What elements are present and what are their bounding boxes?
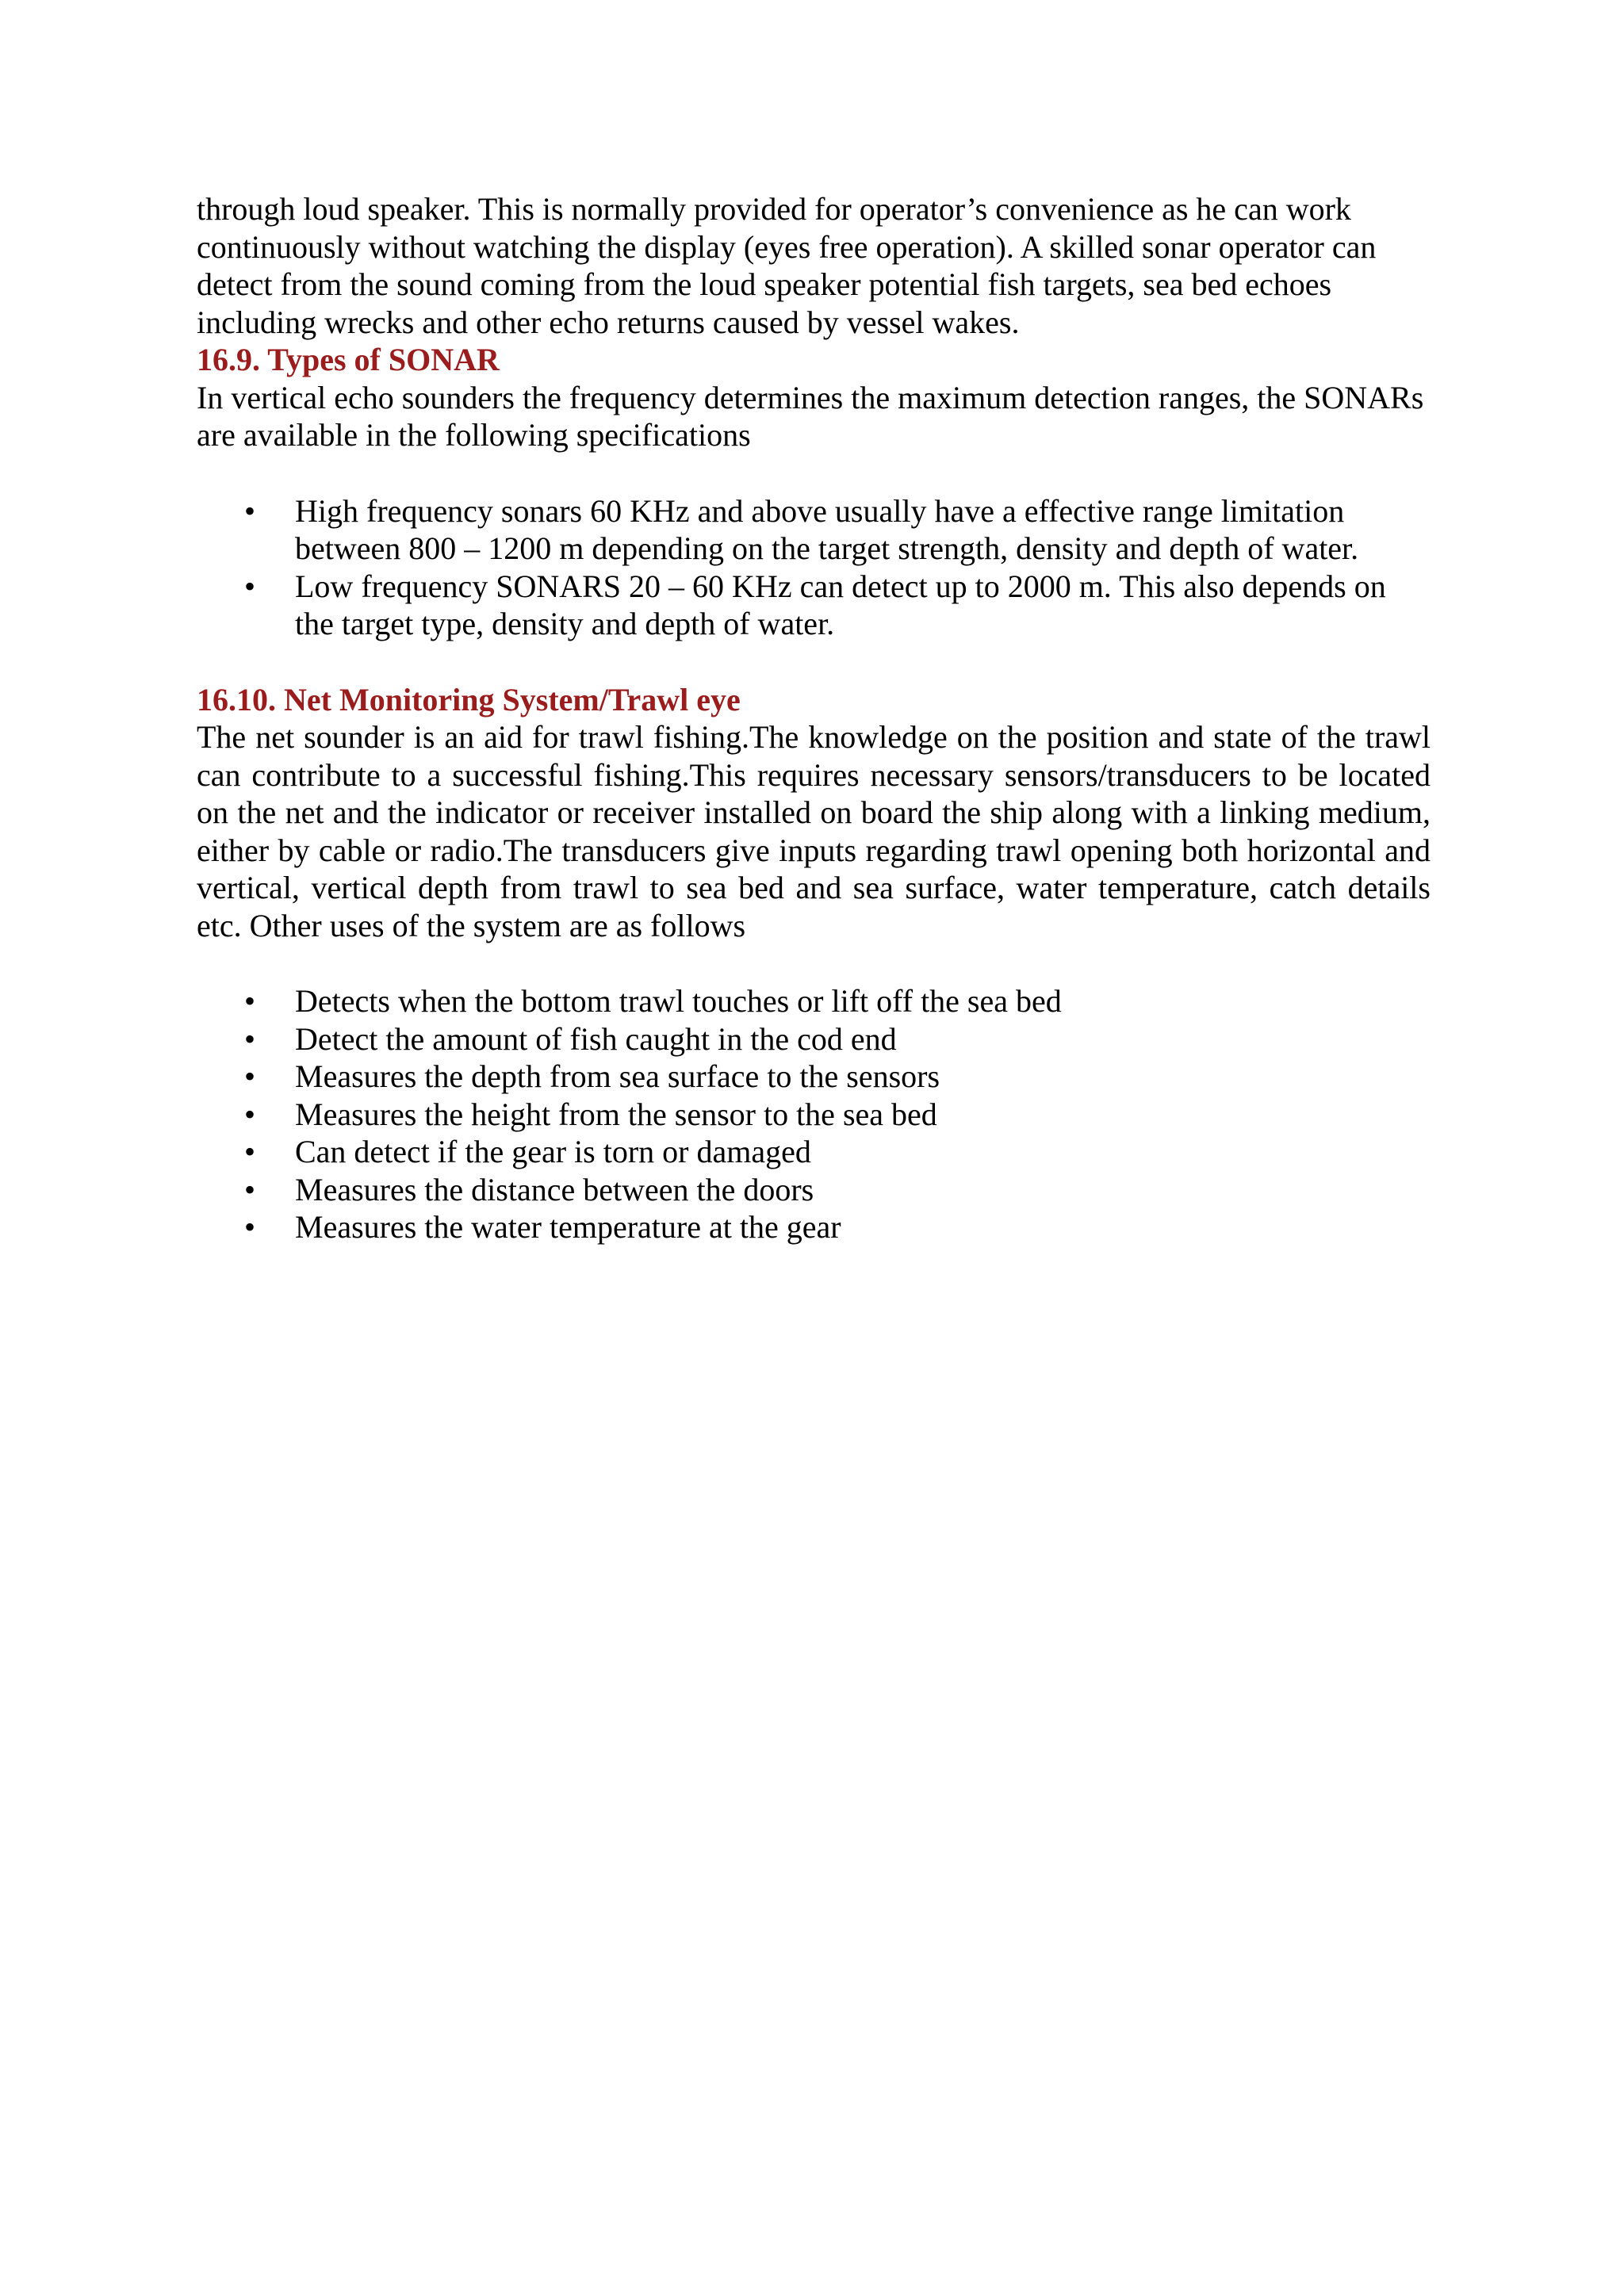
- bullet-icon: •: [244, 1020, 256, 1057]
- list-item: [197, 1208, 1431, 1246]
- list-item-text: Measures the water temperature at the gear: [295, 1209, 841, 1245]
- list-item: [197, 568, 1431, 643]
- bullet-icon: •: [244, 1209, 256, 1245]
- section-heading-net-monitoring: 16.10. Net Monitoring System/Trawl eye: [197, 681, 741, 718]
- list-item-text: High frequency sonars 60 KHz and above usually have a effective range limitation between 800 – 1200 m depending on the target strength, density and depth of water.: [295, 492, 1359, 566]
- spacer: [197, 643, 1431, 681]
- list-item: [197, 1133, 1431, 1171]
- bullet-icon: •: [244, 983, 256, 1019]
- bullet-icon: •: [244, 1171, 256, 1207]
- list-item: [197, 1020, 1431, 1058]
- list-item-text: Measures the height from the sensor to the sea bed: [295, 1096, 937, 1132]
- bullet-icon: •: [244, 1096, 256, 1132]
- list-item: [197, 1171, 1431, 1209]
- bullet-icon: •: [244, 492, 256, 529]
- list-item-text: Low frequency SONARS 20 – 60 KHz can detect up to 2000 m. This also depends on the target type, density and depth of water.: [295, 568, 1386, 641]
- net-paragraph: The net sounder is an aid for trawl fishing.The knowledge on the position and state of the trawl can contribute to a successful fishing.This requires necessary sensors/transducers to be located on the net and the indicator or receiver installed on board the ship along with a linking medium, either by cable or radio.The transducers give inputs regarding trawl opening both horizontal and vertical, vertical depth from trawl to sea bed and sea surface, water temperature, catch details etc. Other uses of the system are as follows: [197, 719, 1431, 943]
- list-item-text: Can detect if the gear is torn or damaged: [295, 1134, 811, 1169]
- sonar-spec-list: [197, 492, 1431, 643]
- intro-paragraph: through loud speaker. This is normally provided for operator’s convenience as he can work continuously without watching the display (eyes free operation). A skilled sonar operator can detect from the sound coming from the loud speaker potential fish targets, sea bed echoes including wrecks and other echo returns caused by vessel wakes.: [197, 191, 1377, 340]
- spacer: [197, 454, 1431, 492]
- types-paragraph: In vertical echo sounders the frequency determines the maximum detection ranges, the SONARs are available in the following specifications: [197, 379, 1424, 453]
- list-item: [197, 1096, 1431, 1134]
- list-item-text: Measures the depth from sea surface to the sensors: [295, 1058, 940, 1094]
- spacer: [197, 944, 1431, 982]
- list-item: [197, 492, 1431, 568]
- net-uses-list: [197, 982, 1431, 1246]
- list-item: [197, 982, 1431, 1020]
- list-item: [197, 1058, 1431, 1096]
- bullet-icon: •: [244, 1134, 256, 1169]
- list-item-text: Measures the distance between the doors: [295, 1171, 814, 1207]
- bullet-icon: •: [244, 1058, 256, 1094]
- document-page: [197, 190, 1431, 1246]
- section-heading-types-of-sonar: 16.9. Types of SONAR: [197, 342, 500, 377]
- list-item-text: Detect the amount of fish caught in the cod end: [295, 1020, 897, 1057]
- list-item-text: Detects when the bottom trawl touches or lift off the sea bed: [295, 983, 1062, 1019]
- bullet-icon: •: [244, 568, 256, 604]
